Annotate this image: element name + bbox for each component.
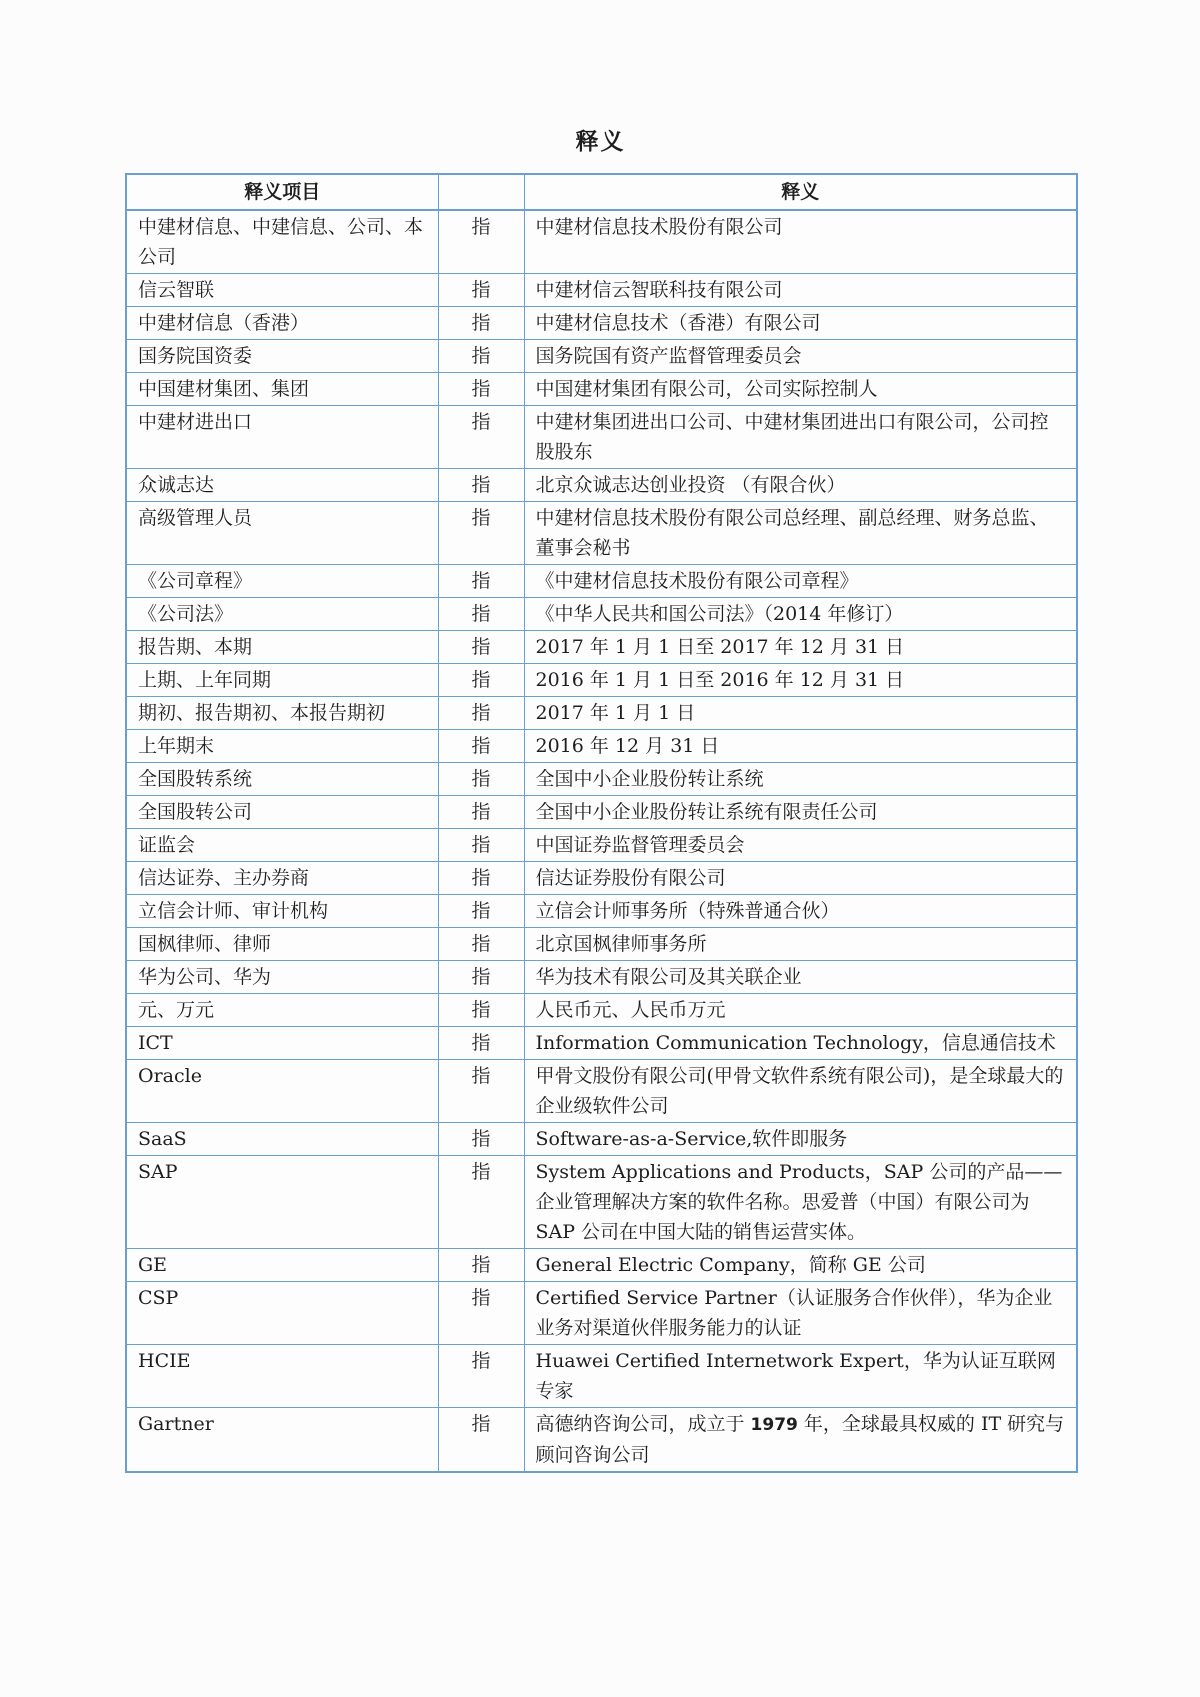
term-cell: 上期、上年同期 <box>126 664 438 697</box>
zhi-cell: 指 <box>438 340 524 373</box>
definition-cell: Certified Service Partner（认证服务合作伙伴），华为企业业务对渠道伙伴服务能力的认证 <box>524 1282 1077 1345</box>
term-cell: 高级管理人员 <box>126 502 438 565</box>
definition-cell: Information Communication Technology，信息通信技术 <box>524 1027 1077 1060</box>
definition-cell: 全国中小企业股份转让系统有限责任公司 <box>524 796 1077 829</box>
definition-text: 高德纳咨询公司，成立于 <box>535 1413 751 1435</box>
term-cell: 中国建材集团、集团 <box>126 373 438 406</box>
zhi-cell: 指 <box>438 961 524 994</box>
term-cell: 《公司章程》 <box>126 565 438 598</box>
zhi-cell: 指 <box>438 373 524 406</box>
table-row <box>126 928 1077 961</box>
table-row <box>126 340 1077 373</box>
table-row <box>126 1345 1077 1408</box>
definition-cell: 中国证券监督管理委员会 <box>524 829 1077 862</box>
definition-cell: 2017 年 1 月 1 日至 2017 年 12 月 31 日 <box>524 631 1077 664</box>
definition-cell: 中建材信云智联科技有限公司 <box>524 274 1077 307</box>
zhi-cell: 指 <box>438 406 524 469</box>
table-row <box>126 274 1077 307</box>
table-row <box>126 565 1077 598</box>
term-cell: 中建材信息（香港） <box>126 307 438 340</box>
term-cell: Oracle <box>126 1060 438 1123</box>
definition-cell: 立信会计师事务所（特殊普通合伙） <box>524 895 1077 928</box>
term-cell: 信达证券、主办券商 <box>126 862 438 895</box>
definition-cell: 中建材信息技术（香港）有限公司 <box>524 307 1077 340</box>
table-row <box>126 1282 1077 1345</box>
definition-cell: 华为技术有限公司及其关联企业 <box>524 961 1077 994</box>
table-row <box>126 373 1077 406</box>
zhi-cell: 指 <box>438 1123 524 1156</box>
term-cell: 立信会计师、审计机构 <box>126 895 438 928</box>
table-row <box>126 994 1077 1027</box>
term-cell: GE <box>126 1249 438 1282</box>
term-cell: 证监会 <box>126 829 438 862</box>
zhi-cell: 指 <box>438 1345 524 1408</box>
term-cell: ICT <box>126 1027 438 1060</box>
definition-cell: 2016 年 1 月 1 日至 2016 年 12 月 31 日 <box>524 664 1077 697</box>
page-title: 释义 <box>575 128 626 155</box>
zhi-cell: 指 <box>438 829 524 862</box>
zhi-cell: 指 <box>438 1408 524 1473</box>
term-cell: 报告期、本期 <box>126 631 438 664</box>
table-row <box>126 210 1077 274</box>
term-cell: SaaS <box>126 1123 438 1156</box>
zhi-cell: 指 <box>438 1060 524 1123</box>
definition-cell: System Applications and Products，SAP 公司的产品——企业管理解决方案的软件名称。思爱普（中国）有限公司为 SAP 公司在中国大陆的销售运营实体。 <box>524 1156 1077 1249</box>
table-row <box>126 763 1077 796</box>
col-term-header: 释义项目 <box>126 174 438 210</box>
definition-cell: 《中华人民共和国公司法》（2014 年修订） <box>524 598 1077 631</box>
term-cell: 中建材进出口 <box>126 406 438 469</box>
zhi-cell: 指 <box>438 631 524 664</box>
definition-cell: 北京众诚志达创业投资 （有限合伙） <box>524 469 1077 502</box>
definitions-table <box>125 173 1078 1473</box>
term-cell: 中建材信息、中建信息、公司、本公司 <box>126 210 438 274</box>
definitions-table-body <box>126 210 1077 1472</box>
table-row <box>126 1123 1077 1156</box>
definition-cell: 中建材信息技术股份有限公司 <box>524 210 1077 274</box>
term-cell: 信云智联 <box>126 274 438 307</box>
term-cell: 上年期末 <box>126 730 438 763</box>
table-row <box>126 730 1077 763</box>
zhi-cell: 指 <box>438 1156 524 1249</box>
zhi-cell: 指 <box>438 1249 524 1282</box>
zhi-cell: 指 <box>438 994 524 1027</box>
definition-cell: 信达证券股份有限公司 <box>524 862 1077 895</box>
term-cell: 《公司法》 <box>126 598 438 631</box>
definition-text: 年，全球最具权威的 IT 研究与顾问咨询公司 <box>535 1413 1065 1466</box>
zhi-cell: 指 <box>438 664 524 697</box>
zhi-cell: 指 <box>438 502 524 565</box>
zhi-cell: 指 <box>438 928 524 961</box>
term-cell: 国务院国资委 <box>126 340 438 373</box>
col-zhi-header <box>438 174 524 210</box>
term-cell: 期初、报告期初、本报告期初 <box>126 697 438 730</box>
table-header-row <box>126 174 1077 210</box>
table-row <box>126 961 1077 994</box>
table-row <box>126 796 1077 829</box>
table-row <box>126 307 1077 340</box>
definition-cell: 2016 年 12 月 31 日 <box>524 730 1077 763</box>
definition-cell: 北京国枫律师事务所 <box>524 928 1077 961</box>
zhi-cell: 指 <box>438 862 524 895</box>
definition-cell: 甲骨文股份有限公司(甲骨文软件系统有限公司)，是全球最大的企业级软件公司 <box>524 1060 1077 1123</box>
term-cell: HCIE <box>126 1345 438 1408</box>
zhi-cell: 指 <box>438 210 524 274</box>
zhi-cell: 指 <box>438 796 524 829</box>
term-cell: 众诚志达 <box>126 469 438 502</box>
definition-cell: 全国中小企业股份转让系统 <box>524 763 1077 796</box>
zhi-cell: 指 <box>438 1282 524 1345</box>
bold-number: 1979 <box>750 1415 798 1435</box>
zhi-cell: 指 <box>438 307 524 340</box>
zhi-cell: 指 <box>438 895 524 928</box>
table-row <box>126 1249 1077 1282</box>
table-row <box>126 1060 1077 1123</box>
term-cell: 全国股转公司 <box>126 796 438 829</box>
definition-cell: 《中建材信息技术股份有限公司章程》 <box>524 565 1077 598</box>
table-row <box>126 664 1077 697</box>
definition-cell: 国务院国有资产监督管理委员会 <box>524 340 1077 373</box>
term-cell: SAP <box>126 1156 438 1249</box>
table-row <box>126 862 1077 895</box>
definition-cell: 中建材集团进出口公司、中建材集团进出口有限公司，公司控股股东 <box>524 406 1077 469</box>
definition-cell: General Electric Company，简称 GE 公司 <box>524 1249 1077 1282</box>
col-definition-header: 释义 <box>524 174 1077 210</box>
zhi-cell: 指 <box>438 1027 524 1060</box>
table-row <box>126 1408 1077 1473</box>
table-row <box>126 829 1077 862</box>
definition-cell: 中建材信息技术股份有限公司总经理、副总经理、财务总监、董事会秘书 <box>524 502 1077 565</box>
term-cell: Gartner <box>126 1408 438 1473</box>
definition-cell: Huawei Certified Internetwork Expert，华为认证互联网专家 <box>524 1345 1077 1408</box>
zhi-cell: 指 <box>438 730 524 763</box>
term-cell: CSP <box>126 1282 438 1345</box>
zhi-cell: 指 <box>438 598 524 631</box>
definition-cell: 中国建材集团有限公司，公司实际控制人 <box>524 373 1077 406</box>
table-row <box>126 598 1077 631</box>
zhi-cell: 指 <box>438 565 524 598</box>
zhi-cell: 指 <box>438 274 524 307</box>
zhi-cell: 指 <box>438 763 524 796</box>
term-cell: 国枫律师、律师 <box>126 928 438 961</box>
table-row <box>126 1156 1077 1249</box>
definition-cell <box>524 1408 1077 1473</box>
definition-cell: Software-as-a-Service,软件即服务 <box>524 1123 1077 1156</box>
table-row <box>126 406 1077 469</box>
term-cell: 全国股转系统 <box>126 763 438 796</box>
definition-cell: 2017 年 1 月 1 日 <box>524 697 1077 730</box>
term-cell: 华为公司、华为 <box>126 961 438 994</box>
zhi-cell: 指 <box>438 469 524 502</box>
table-row <box>126 697 1077 730</box>
table-row <box>126 1027 1077 1060</box>
term-cell: 元、万元 <box>126 994 438 1027</box>
table-row <box>126 895 1077 928</box>
table-row <box>126 469 1077 502</box>
definition-cell: 人民币元、人民币万元 <box>524 994 1077 1027</box>
table-row <box>126 502 1077 565</box>
zhi-cell: 指 <box>438 697 524 730</box>
table-row <box>126 631 1077 664</box>
